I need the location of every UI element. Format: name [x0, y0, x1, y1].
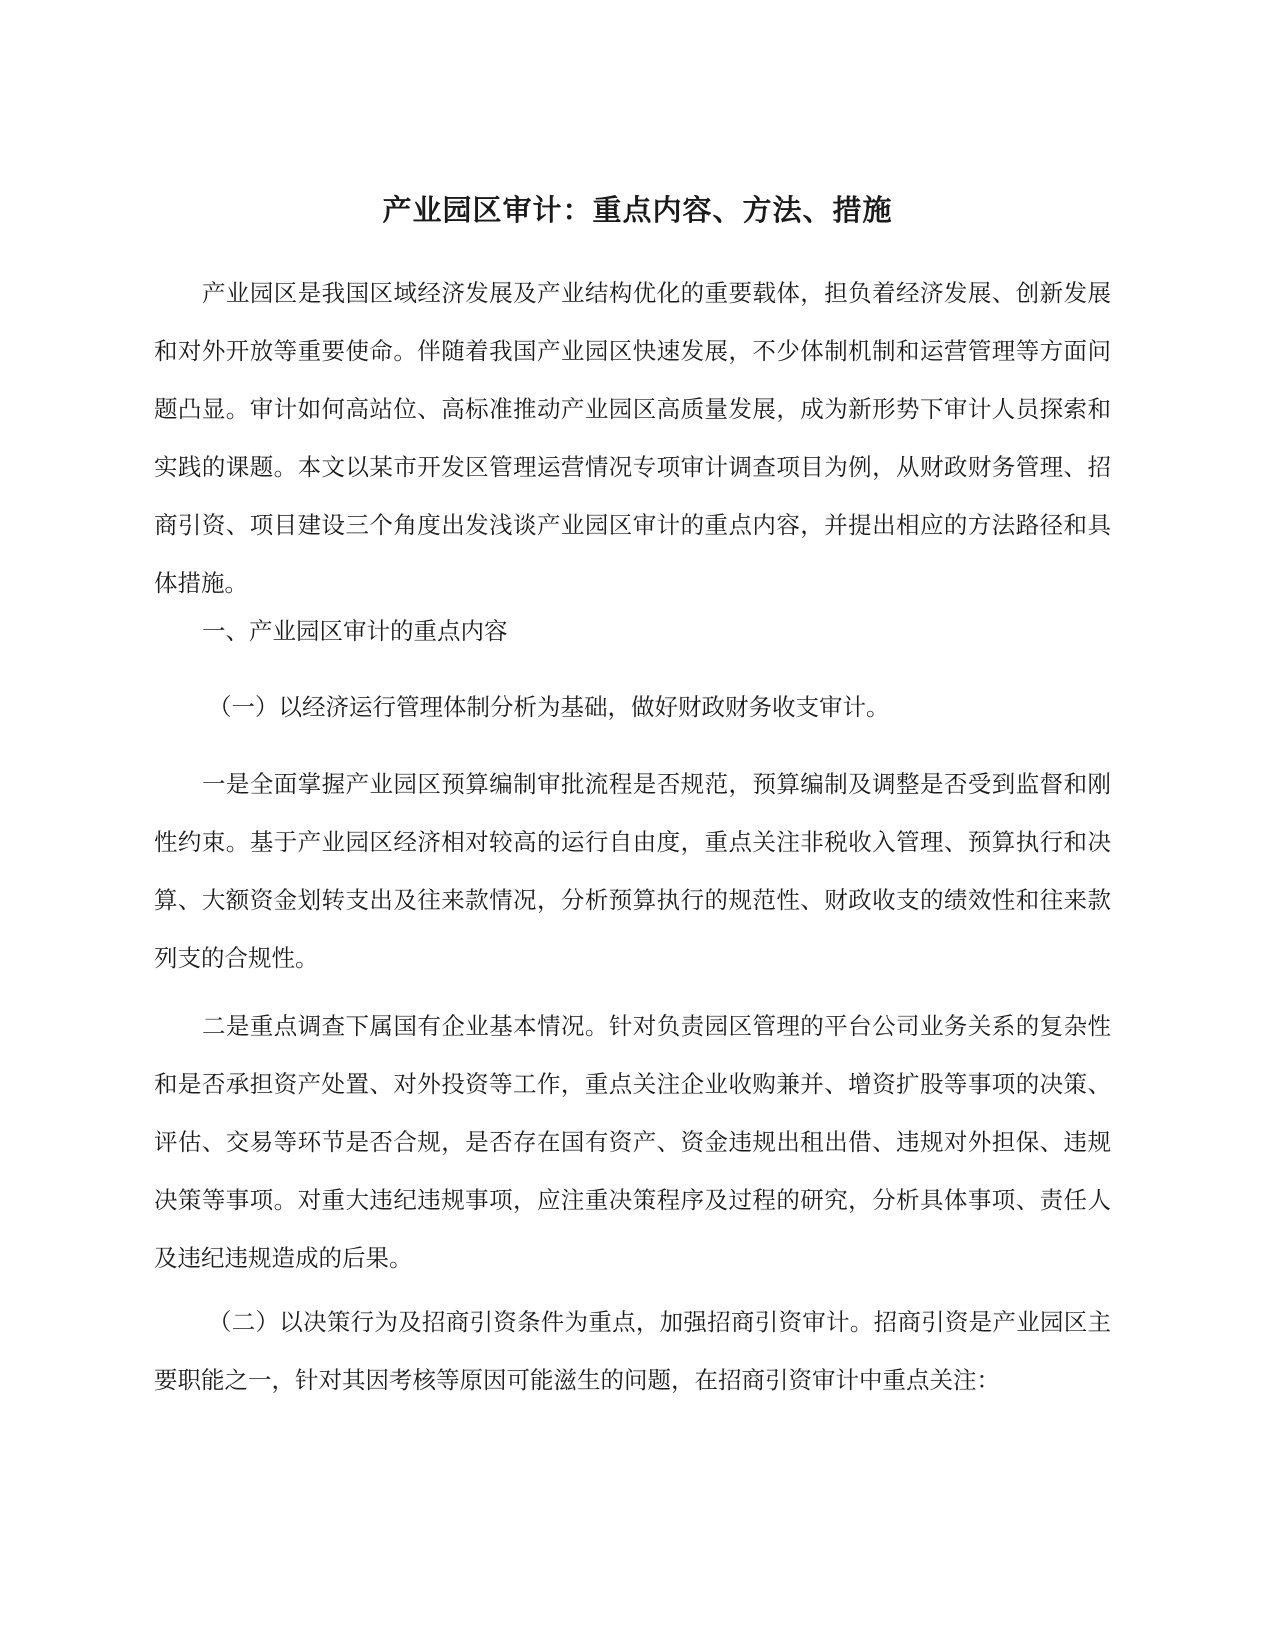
body-paragraph-soe: 二是重点调查下属国有企业基本情况。针对负责园区管理的平台公司业务关系的复杂性和是否承担资产处置、对外投资等工作，重点关注企业收购兼并、增资扩股等事项的决策、评估、交易等环节是否合规，是否存在国有资产、资金违规出租出借、违规对外担保、违规决策等事项。对重大违纪违规事项，应注重决策程序及过程的研究，分析具体事项、责任人及违纪违规造成的后果。: [154, 1012, 1111, 1272]
intro-paragraph: 产业园区是我国区域经济发展及产业结构优化的重要载体，担负着经济发展、创新发展和对外开放等重要使命。伴随着我国产业园区快速发展，不少体制机制和运营管理等方面问题凸显。审计如何高站位、高标准推动产业园区高质量发展，成为新形势下审计人员探索和实践的课题。本文以某市开发区管理运营情况专项审计调查项目为例，从财政财务管理、招商引资、项目建设三个角度出发浅谈产业园区审计的重点内容，并提出相应的方法路径和具体措施。: [154, 279, 1111, 597]
section-heading-1: 一、产业园区审计的重点内容: [202, 617, 508, 645]
document-title: 产业园区审计：重点内容、方法、措施: [382, 193, 893, 227]
subsection-heading-1: （一）以经济运行管理体制分析为基础，做好财政财务收支审计。: [208, 693, 890, 721]
subsection-heading-2: （二）以决策行为及招商引资条件为重点，加强招商引资审计。招商引资是产业园区主要职能之一，针对其因考核等原因可能滋生的问题，在招商引资审计中重点关注：: [154, 1308, 1111, 1394]
body-paragraph-budget: 一是全面掌握产业园区预算编制审批流程是否规范，预算编制及调整是否受到监督和刚性约束。基于产业园区经济相对较高的运行自由度，重点关注非税收入管理、预算执行和决算、大额资金划转支出及往来款情况，分析预算执行的规范性、财政收支的绩效性和往来款列支的合规性。: [154, 770, 1111, 972]
